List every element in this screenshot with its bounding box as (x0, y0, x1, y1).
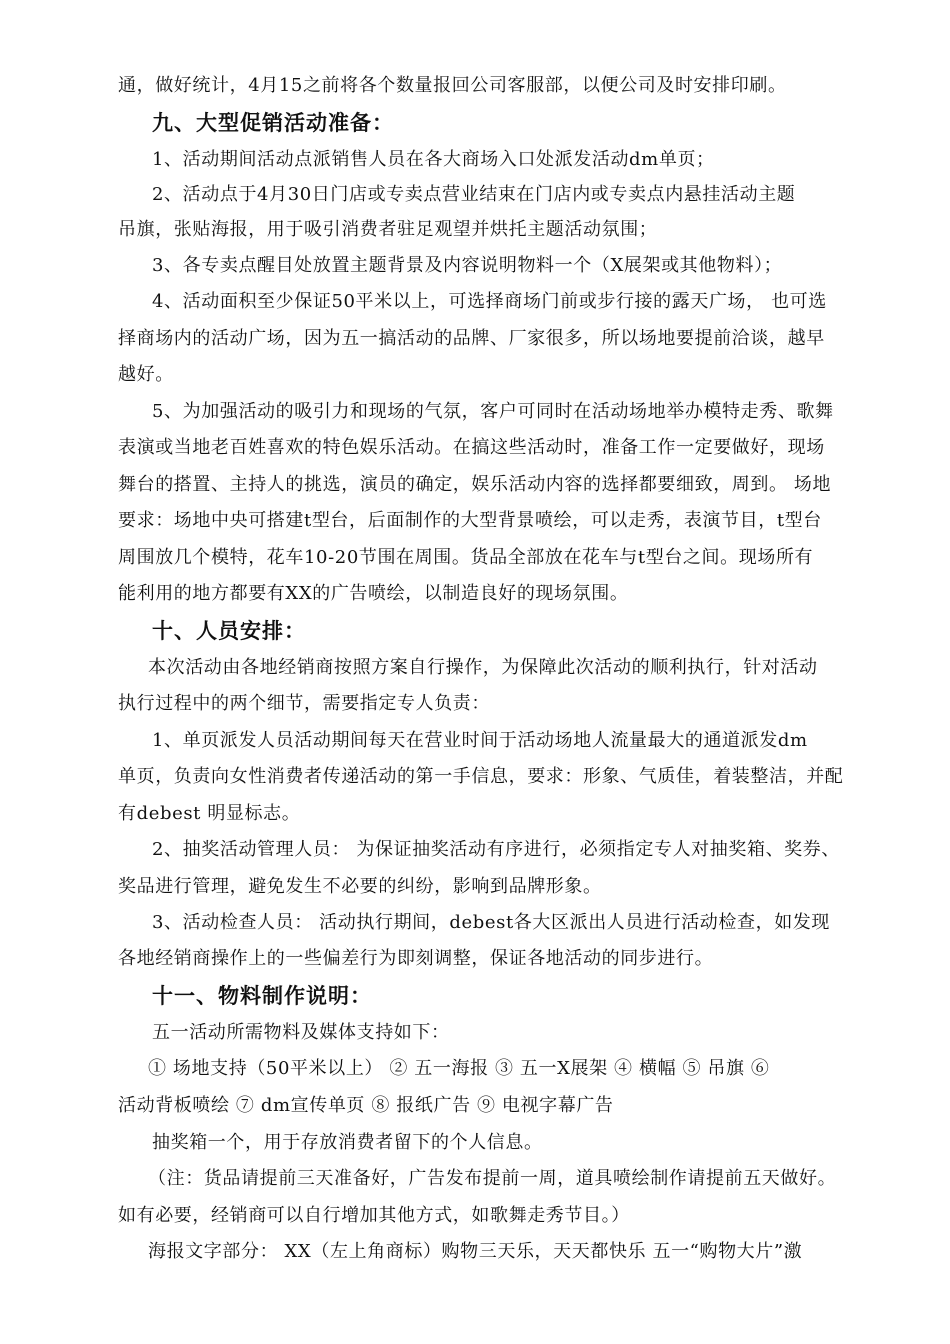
section-9-heading: 九、大型促销活动准备： (152, 111, 394, 135)
s10-line-3: 1、单页派发人员活动期间每天在营业时间于活动场地人流量最大的通道派发dm (152, 730, 808, 751)
s9-line-4: 3、各专卖点醒目处放置主题背景及内容说明物料一个（X展架或其他物料）； (152, 255, 783, 276)
s9-line-13: 能利用的地方都要有XX的广告喷绘，以制造良好的现场氛围。 (118, 583, 629, 604)
s9-line-5: 4、活动面积至少保证50平米以上，可选择商场门前或步行接的露天广场， 也可选 (152, 291, 827, 312)
s11-line-7: 海报文字部分： XX（左上角商标）购物三天乐，天天都快乐 五一“购物大片”激 (148, 1241, 803, 1262)
section-10-heading: 十、人员安排： (152, 619, 306, 643)
s11-line-4: 抽奖箱一个，用于存放消费者留下的个人信息。 (152, 1132, 543, 1153)
s10-line-9: 各地经销商操作上的一些偏差行为即刻调整，保证各地活动的同步进行。 (118, 948, 714, 969)
s9-line-11: 要求：场地中央可搭建t型台，后面制作的大型背景喷绘，可以走秀，表演节目，t型台 (118, 510, 822, 531)
s11-line-5: （注：货品请提前三天准备好，广告发布提前一周，道具喷绘制作请提前五天做好。 (148, 1168, 837, 1189)
s9-line-7: 越好。 (118, 364, 174, 385)
s9-line-10: 舞台的搭置、主持人的挑选，演员的确定，娱乐活动内容的选择都要细致，周到。 场地 (118, 474, 832, 495)
s11-line-1: 五一活动所需物料及媒体支持如下： (152, 1022, 450, 1043)
s10-line-2: 执行过程中的两个细节，需要指定专人负责： (118, 693, 490, 714)
s9-line-12: 周围放几个模特，花车10-20节围在周围。货品全部放在花车与t型台之间。现场所有 (118, 547, 814, 568)
s11-line-2: ① 场地支持（50平米以上） ② 五一海报 ③ 五一X展架 ④ 横幅 ⑤ 吊旗 ⑥ (148, 1058, 770, 1079)
s10-line-5: 有debest 明显标志。 (118, 803, 301, 824)
s10-line-1: 本次活动由各地经销商按照方案自行操作，为保障此次活动的顺利执行，针对活动 (148, 657, 818, 678)
s10-line-7: 奖品进行管理，避免发生不必要的纠纷，影响到品牌形象。 (118, 876, 602, 897)
s11-line-6: 如有必要，经销商可以自行增加其他方式，如歌舞走秀节目。） (118, 1205, 630, 1226)
s10-line-4: 单页，负责向女性消费者传递活动的第一手信息，要求：形象、气质佳，着装整洁，并配 (118, 766, 844, 787)
s9-line-8: 5、为加强活动的吸引力和现场的气氛，客户可同时在活动场地举办模特走秀、歌舞 (152, 401, 834, 422)
s9-line-2: 2、活动点于4月30日门店或专卖点营业结束在门店内或专卖点内悬挂活动主题 (152, 184, 796, 205)
s11-line-3: 活动背板喷绘 ⑦ dm宣传单页 ⑧ 报纸广告 ⑨ 电视字幕广告 (118, 1095, 614, 1116)
s9-line-3: 吊旗，张贴海报，用于吸引消费者驻足观望并烘托主题活动氛围； (118, 219, 658, 240)
intro-line: 通，做好统计，4月15之前将各个数量报回公司客服部，以便公司及时安排印刷。 (118, 75, 787, 96)
section-11-heading: 十一、物料制作说明： (152, 984, 372, 1008)
s9-line-6: 择商场内的活动广场，因为五一搞活动的品牌、厂家很多，所以场地要提前洽谈，越早 (118, 328, 825, 349)
s9-line-9: 表演或当地老百姓喜欢的特色娱乐活动。在搞这些活动时，准备工作一定要做好，现场 (118, 437, 825, 458)
s10-line-8: 3、活动检查人员： 活动执行期间，debest各大区派出人员进行活动检查，如发现 (152, 912, 830, 933)
s10-line-6: 2、抽奖活动管理人员： 为保证抽奖活动有序进行，必须指定专人对抽奖箱、奖券、 (152, 839, 840, 860)
s9-line-1: 1、活动期间活动点派销售人员在各大商场入口处派发活动dm单页； (152, 149, 715, 170)
